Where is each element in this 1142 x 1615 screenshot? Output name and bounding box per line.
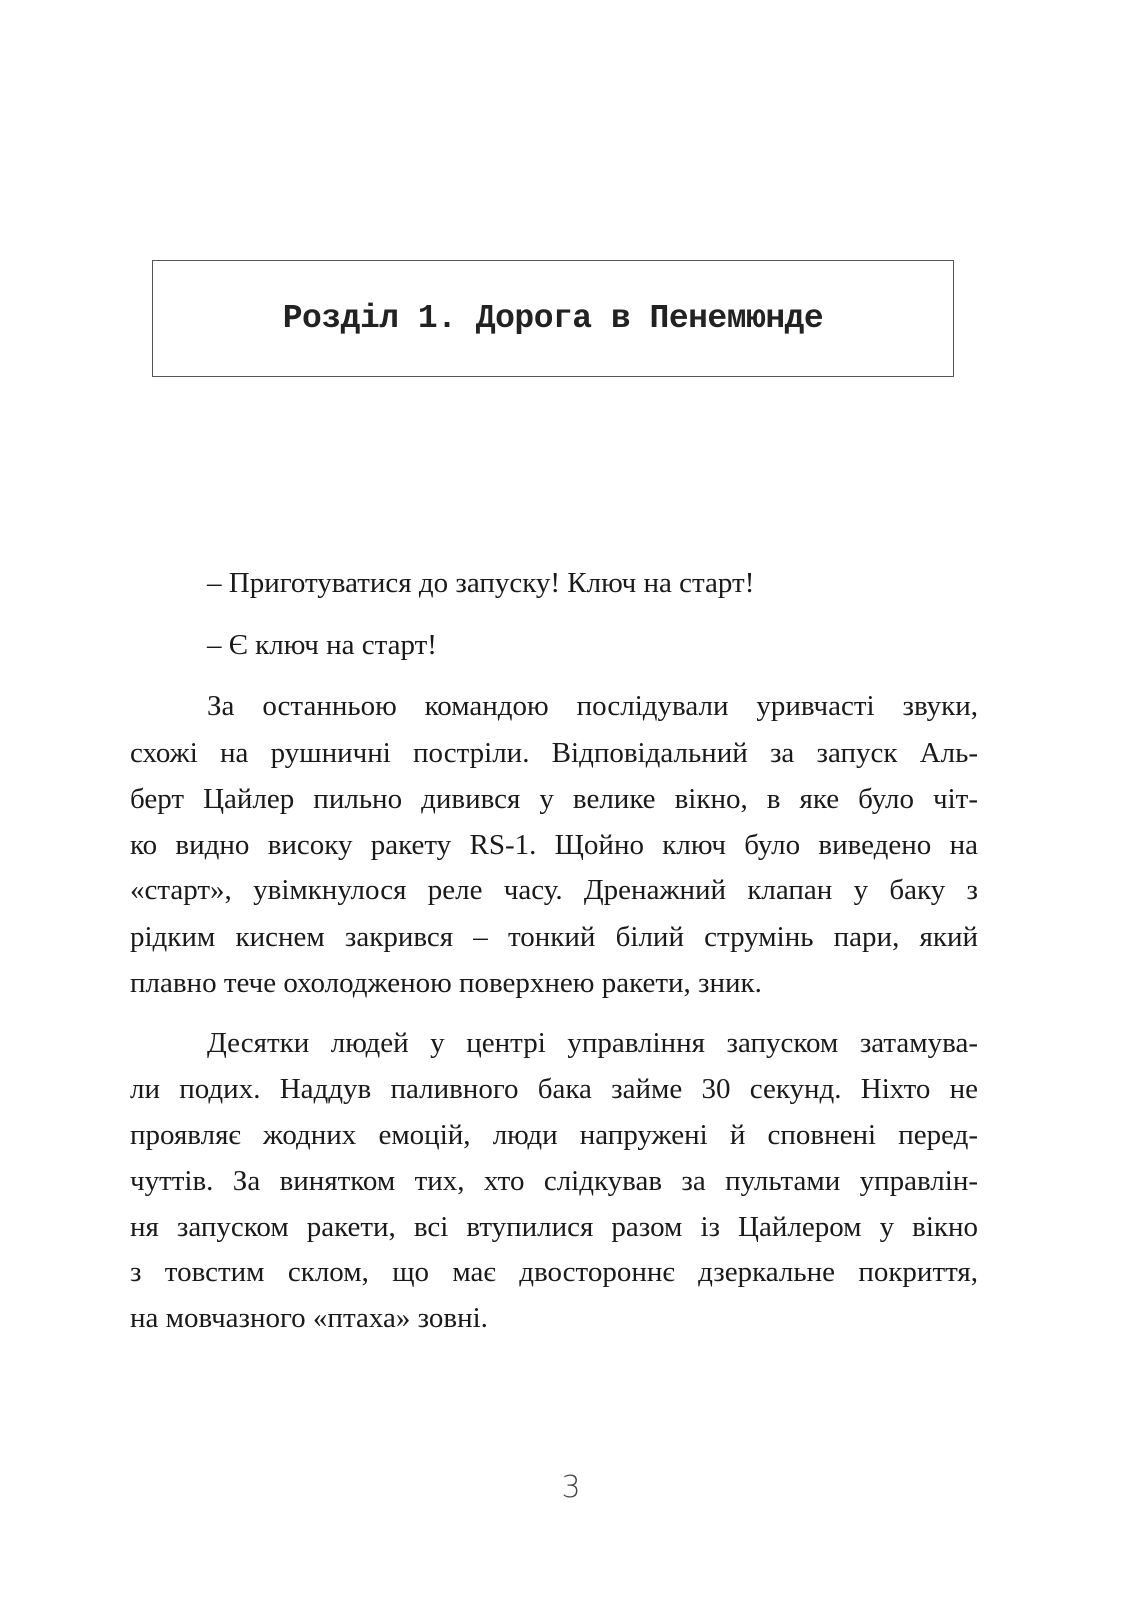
paragraph-line: За останньою командою послідували уривчасті звуки, xyxy=(207,690,978,722)
paragraph-line: плавно тече охолодженою поверхнею ракети, зник. xyxy=(130,967,762,999)
paragraph-line: Десятки людей у центрі управління запуском затамува- xyxy=(207,1027,978,1059)
paragraph-line: проявляє жодних емоцій, люди напружені й сповнені перед- xyxy=(130,1119,978,1151)
paragraph-line: «старт», увімкнулося реле часу. Дренажний клапан у баку з xyxy=(130,874,978,906)
page-number: 3 xyxy=(561,1470,581,1505)
chapter-title: Розділ 1. Дорога в Пенемюнде xyxy=(282,300,824,337)
paragraph-line: берт Цайлер пильно дивився у велике вікно, в яке було чіт- xyxy=(130,783,978,815)
paragraph-line: з товстим склом, що має двостороннє дзеркальне покриття, xyxy=(130,1256,978,1288)
paragraph-line: ли подих. Наддув паливного бака займе 30 секунд. Ніхто не xyxy=(130,1073,978,1105)
dialogue-line: – Приготуватися до запуску! Ключ на старт! xyxy=(207,567,755,599)
paragraph-line: схожі на рушничні постріли. Відповідальний за запуск Аль- xyxy=(130,737,978,769)
paragraph-line: на мовчазного «птаха» зовні. xyxy=(130,1302,488,1334)
paragraph-line: чуттів. За винятком тих, хто слідкував за пультами управлін- xyxy=(130,1165,978,1197)
chapter-title-box xyxy=(152,260,954,377)
paragraph-line: ко видно високу ракету RS-1. Щойно ключ було виведено на xyxy=(130,829,978,861)
dialogue-line: – Є ключ на старт! xyxy=(207,629,437,661)
paragraph-line: ня запуском ракети, всі втупилися разом із Цайлером у вікно xyxy=(130,1211,978,1243)
paragraph-line: рідким киснем закрився – тонкий білий струмінь пари, який xyxy=(130,921,978,953)
